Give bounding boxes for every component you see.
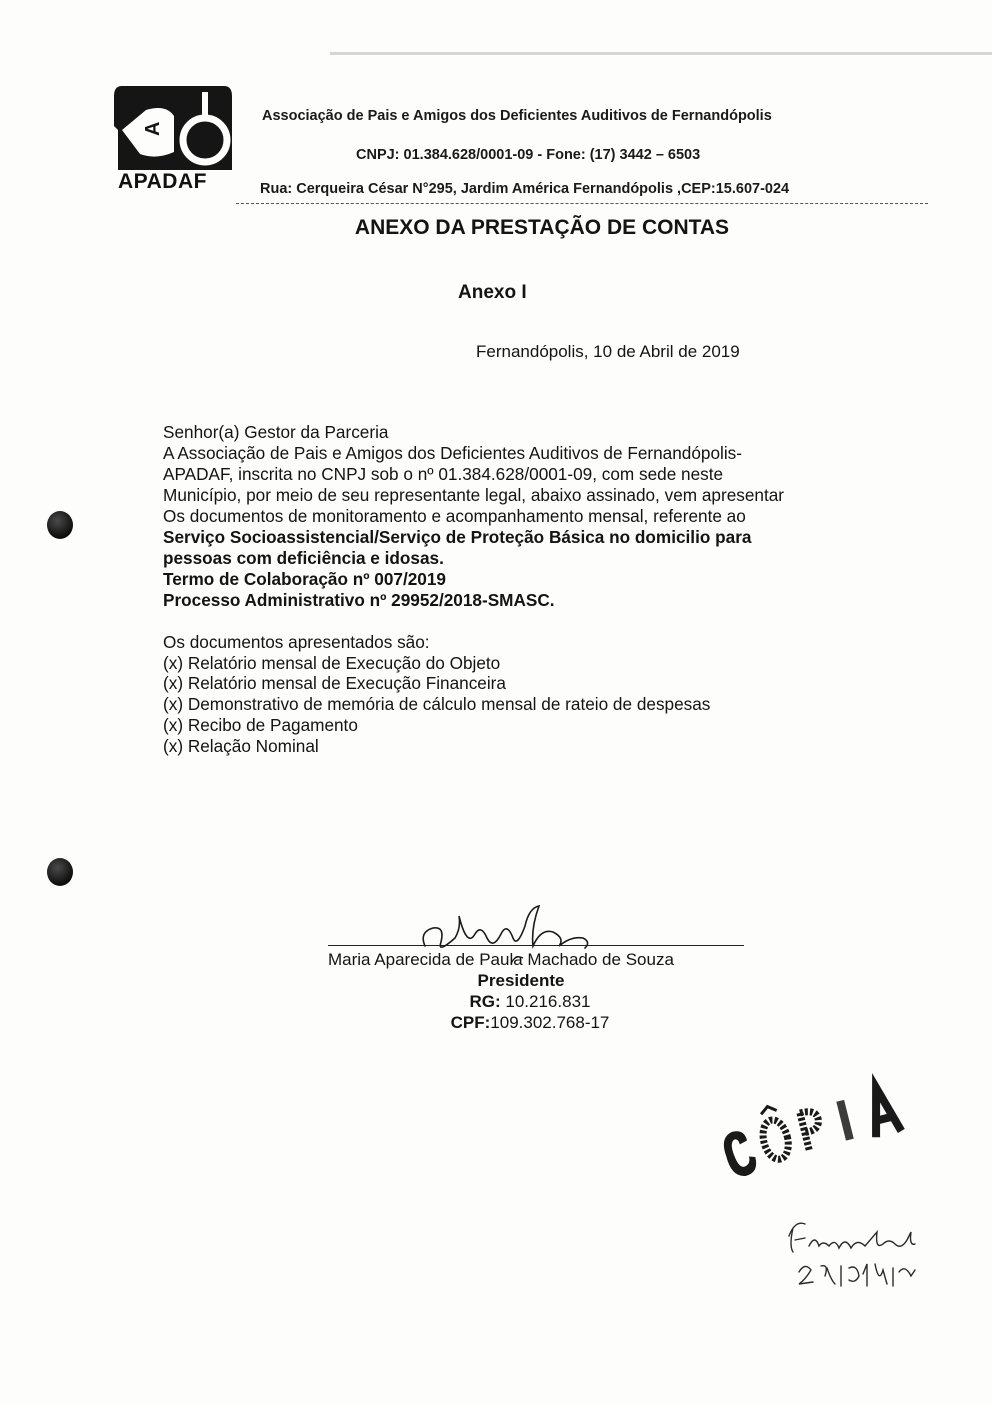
rg-label: RG:: [469, 992, 501, 1011]
handwritten-note: [775, 1210, 945, 1300]
letter-body: [163, 422, 903, 611]
date-line: Fernandópolis, 10 de Abril de 2019: [476, 342, 740, 361]
list-item: (x) Demonstrativo de memória de cálculo mensal de rateio de despesas: [163, 694, 711, 715]
signatory-name: Maria Aparecida de Paula Machado de Souza: [328, 950, 674, 969]
scan-edge: [330, 52, 992, 55]
copy-stamp: [712, 1062, 932, 1192]
logo-wordmark: APADAF: [118, 170, 207, 193]
cpf-label: CPF:: [450, 1013, 491, 1032]
signatory-block: [328, 949, 744, 1033]
rg-line: [316, 991, 744, 1012]
cpf-line: [316, 1012, 744, 1033]
document-title: ANEXO DA PRESTAÇÃO DE CONTAS: [354, 216, 730, 239]
punch-hole: [47, 858, 73, 886]
header-divider: [236, 203, 928, 204]
collaboration-term: Termo de Colaboração nº 007/2019: [163, 569, 446, 589]
administrative-process: Processo Administrativo nº 29952/2018-SMASC.: [163, 590, 555, 610]
body-line: APADAF, inscrita no CNPJ sob o nº 01.384.628/0001-09, com sede neste: [163, 464, 724, 484]
documents-list: [163, 632, 710, 756]
body-line: Município, por meio de seu representante legal, abaixo assinado, vem apresentar: [163, 485, 785, 505]
body-line: A Associação de Pais e Amigos dos Deficientes Auditivos de Fernandópolis-: [163, 443, 742, 463]
signatory-role: Presidente: [477, 971, 565, 990]
list-item: (x) Recibo de Pagamento: [163, 714, 358, 735]
org-name: Associação de Pais e Amigos dos Deficientes Auditivos de Fernandópolis: [262, 108, 772, 124]
list-item: (x) Relatório mensal de Execução Financeira: [163, 673, 506, 694]
document-subtitle: Anexo I: [458, 282, 527, 303]
list-item: (x) Relatório mensal de Execução do Objeto: [163, 652, 501, 673]
documents-intro: Os documentos apresentados são:: [163, 632, 430, 652]
salutation: Senhor(a) Gestor da Parceria: [163, 422, 389, 442]
service-name-line: Serviço Socioassistencial/Serviço de Proteção Básica no domicilio para: [163, 527, 752, 547]
address: Rua: Cerqueira César N°295, Jardim América Fernandópolis ,CEP:15.607-024: [260, 181, 790, 197]
service-name-line: pessoas com deficiência e idosas.: [163, 548, 444, 568]
cpf-value: 109.302.768-17: [490, 1013, 610, 1032]
body-line: Os documentos de monitoramento e acompanhamento mensal, referente ao: [163, 506, 746, 526]
rg-value: 10.216.831: [500, 992, 591, 1011]
punch-hole: [47, 511, 73, 539]
logo-mark: A: [142, 121, 164, 136]
cnpj-phone: CNPJ: 01.384.628/0001-09 - Fone: (17) 3442 – 6503: [356, 147, 701, 163]
list-item: (x) Relação Nominal: [163, 735, 319, 756]
signature-line: [328, 945, 744, 946]
